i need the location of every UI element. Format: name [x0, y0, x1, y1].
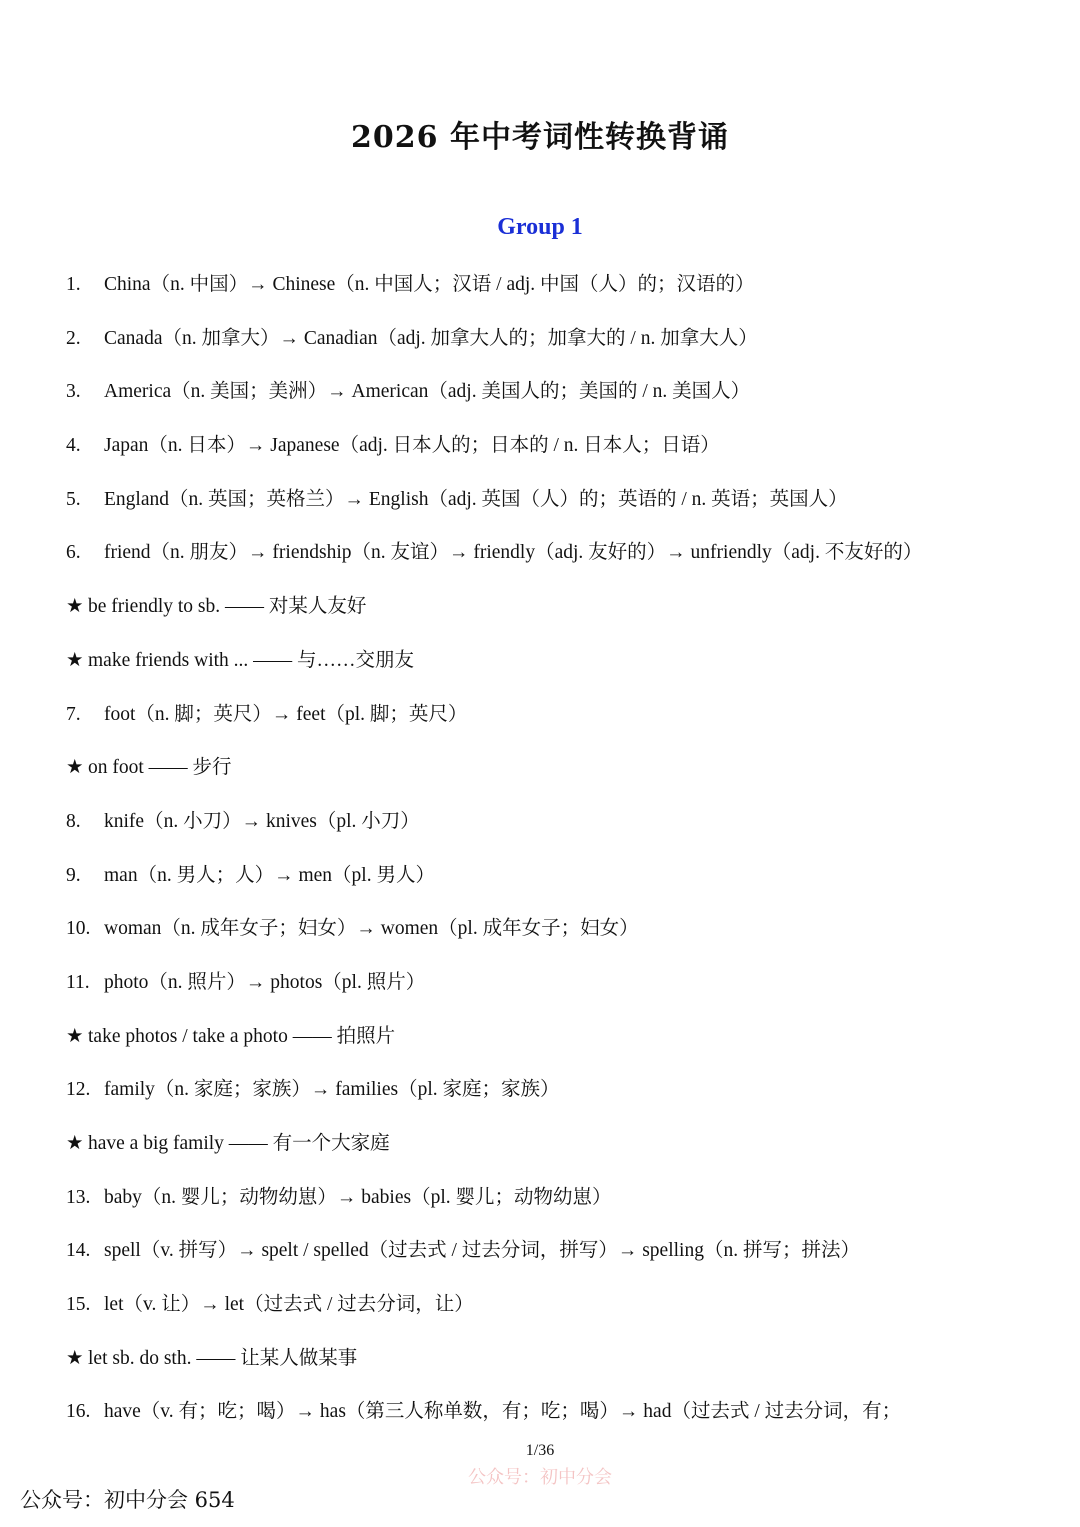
item-number: 2. [66, 327, 81, 349]
list-item [66, 1228, 1056, 1282]
item-text: let（v. 让）→ let（过去式 / 过去分词，让） [104, 1294, 474, 1316]
star-icon: ★ [66, 1133, 84, 1154]
list-item [66, 799, 1056, 853]
phrase-text: make friends with ... —— 与……交朋友 [88, 649, 415, 671]
item-text: friend（n. 朋友）→ friendship（n. 友谊）→ friendly（adj. 友好的）→ unfriendly（adj. 不友好的） [104, 542, 923, 564]
item-number: 10. [66, 918, 91, 940]
phrase-item [66, 745, 1056, 799]
phrase-item [66, 1014, 1056, 1068]
list-item [66, 1067, 1056, 1121]
item-text: have（v. 有；吃；喝）→ has（第三人称单数，有；吃；喝）→ had（过去式 / 过去分词，有； [104, 1401, 902, 1423]
list-item [66, 262, 1056, 316]
item-number: 13. [66, 1186, 91, 1208]
page-number: 1/36 [525, 1442, 555, 1459]
account-label: 公众号：初中分会 654 [20, 1488, 235, 1512]
item-number: 3. [66, 381, 81, 403]
item-text: baby（n. 婴儿；动物幼崽）→ babies（pl. 婴儿；动物幼崽） [104, 1186, 612, 1208]
item-text: family（n. 家庭；家族）→ families（pl. 家庭；家族） [104, 1079, 560, 1101]
item-text: photo（n. 照片）→ photos（pl. 照片） [104, 971, 426, 993]
phrase-text: let sb. do sth. —— 让某人做某事 [88, 1347, 358, 1369]
item-number: 6. [66, 542, 81, 564]
star-icon: ★ [66, 649, 84, 671]
phrase-text: be friendly to sb. —— 对某人友好 [88, 596, 367, 618]
watermark: 公众号：初中分会 [468, 1467, 612, 1488]
item-number: 12. [66, 1079, 91, 1101]
item-number: 7. [66, 703, 81, 725]
phrase-item [66, 1336, 1056, 1390]
item-number: 8. [66, 810, 81, 832]
phrase-item [66, 638, 1056, 692]
item-text: America（n. 美国；美洲）→ American（adj. 美国人的；美国的 / n. 美国人） [104, 381, 751, 403]
list-item [66, 369, 1056, 423]
phrase-text: take photos / take a photo —— 拍照片 [88, 1025, 396, 1047]
item-text: Japan（n. 日本）→ Japanese（adj. 日本人的；日本的 / n. 日本人；日语） [104, 435, 720, 457]
list-item [66, 477, 1056, 531]
star-icon: ★ [66, 596, 84, 618]
item-text: man（n. 男人；人）→ men（pl. 男人） [104, 864, 435, 886]
item-text: spell（v. 拼写）→ spelt / spelled（过去式 / 过去分词，拼写）→ spelling（n. 拼写；拼法） [104, 1240, 860, 1262]
item-number: 14. [66, 1240, 91, 1262]
item-number: 11. [66, 971, 90, 993]
item-text: Canada（n. 加拿大）→ Canadian（adj. 加拿大人的；加拿大的 / n. 加拿大人） [104, 327, 758, 349]
item-number: 1. [66, 274, 81, 295]
list-item [66, 1389, 1056, 1443]
item-number: 15. [66, 1294, 91, 1316]
phrase-text: on foot —— 步行 [88, 757, 232, 779]
phrase-item [66, 1121, 1056, 1175]
list-item [66, 423, 1056, 477]
item-number: 4. [66, 435, 81, 457]
list-item [66, 1175, 1056, 1229]
list-item [66, 530, 1056, 584]
item-text: foot（n. 脚；英尺）→ feet（pl. 脚；英尺） [104, 703, 468, 725]
list-item [66, 960, 1056, 1014]
list-item [66, 1282, 1056, 1336]
item-text: China（n. 中国）→ Chinese（n. 中国人；汉语 / adj. 中国（人）的；汉语的） [104, 274, 755, 295]
item-text: woman（n. 成年女子；妇女）→ women（pl. 成年女子；妇女） [104, 918, 639, 940]
star-icon: ★ [66, 757, 84, 779]
item-number: 5. [66, 488, 81, 510]
item-text: knife（n. 小刀）→ knives（pl. 小刀） [104, 810, 420, 832]
list-item [66, 906, 1056, 960]
vocabulary-list [66, 262, 1056, 1443]
item-text: England（n. 英国；英格兰）→ English（adj. 英国（人）的；英语的 / n. 英语；英国人） [104, 488, 848, 510]
list-item [66, 692, 1056, 746]
list-item [66, 853, 1056, 907]
phrase-text: have a big family —— 有一个大家庭 [88, 1133, 390, 1154]
list-item [66, 316, 1056, 370]
page-title: 2026 年中考词性转换背诵 [351, 120, 729, 155]
phrase-item [66, 584, 1056, 638]
star-icon: ★ [66, 1025, 84, 1047]
item-number: 16. [66, 1401, 91, 1423]
star-icon: ★ [66, 1347, 84, 1369]
item-number: 9. [66, 864, 81, 886]
group-heading: Group 1 [497, 214, 583, 240]
